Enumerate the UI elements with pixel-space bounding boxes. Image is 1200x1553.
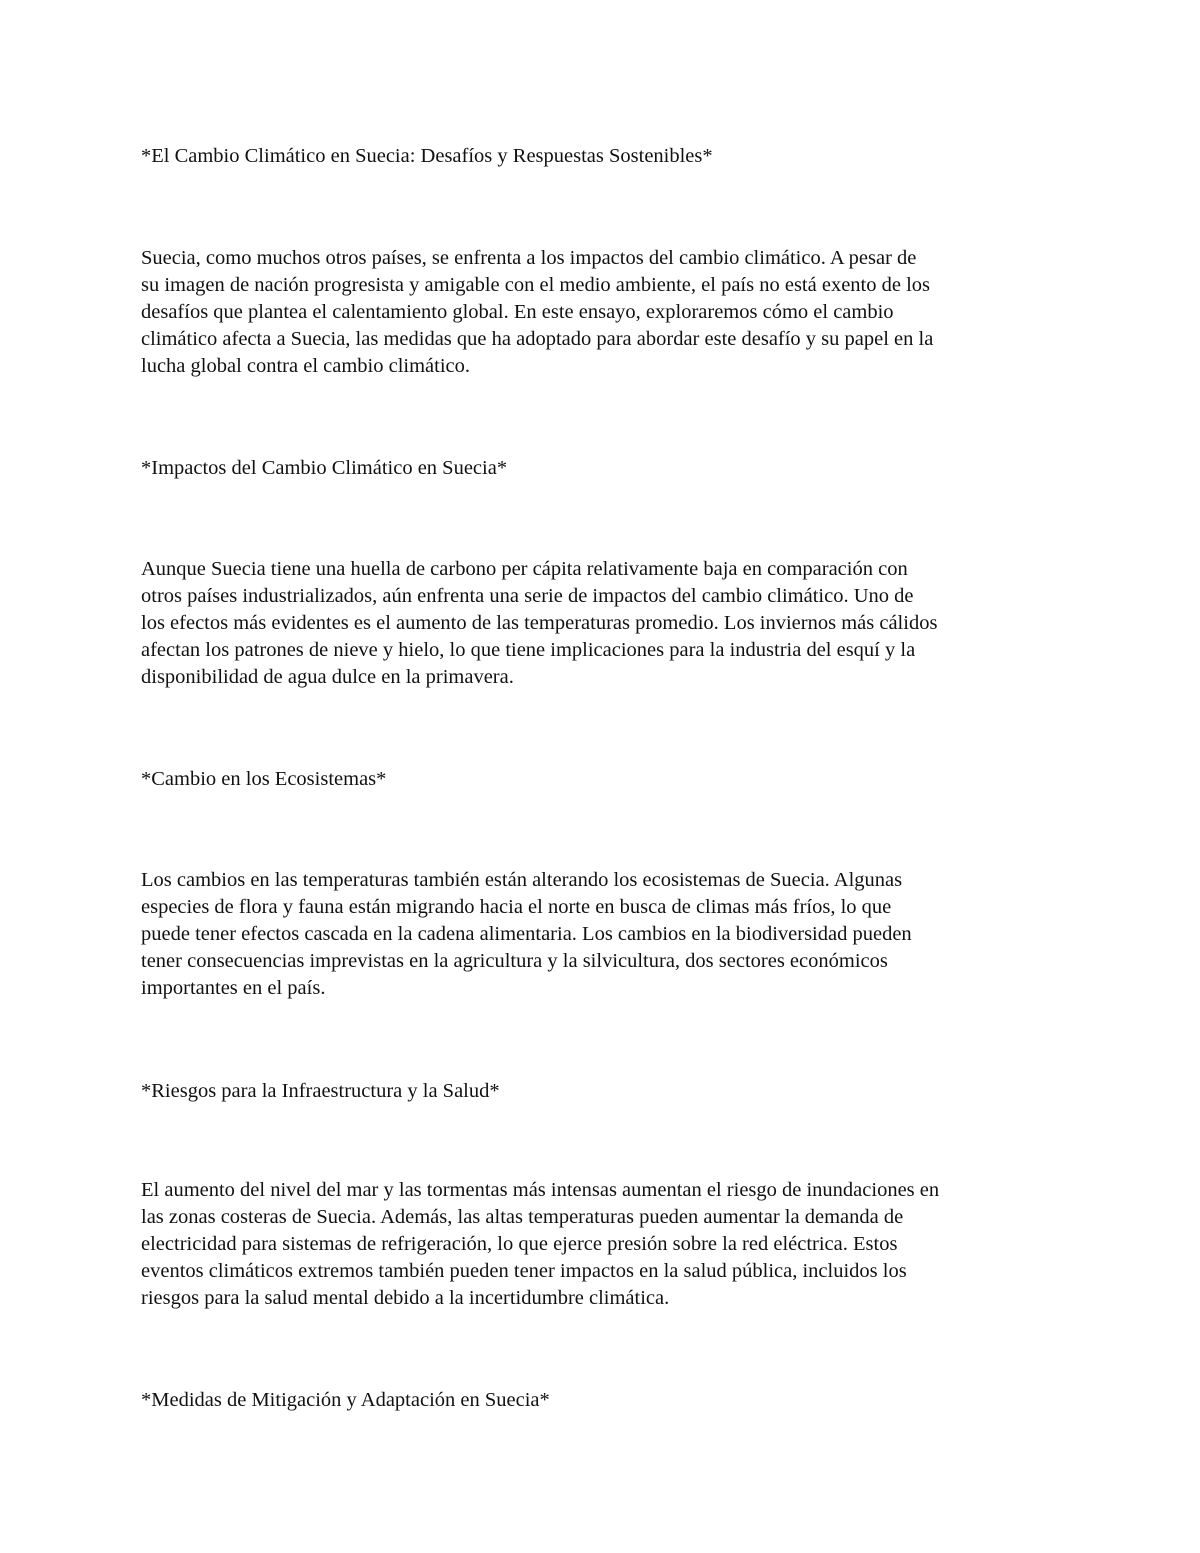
paragraph-line: afectan los patrones de nieve y hielo, lo que tiene implicaciones para la industria del esquí y la [141, 639, 916, 661]
paragraph-line: las zonas costeras de Suecia. Además, las altas temperaturas pueden aumentar la demanda de [141, 1206, 904, 1228]
paragraph-line: importantes en el país. [141, 977, 326, 999]
paragraph-line: los efectos más evidentes es el aumento de las temperaturas promedio. Los inviernos más cálidos [141, 612, 938, 634]
paragraph-line: eventos climáticos extremos también pueden tener impactos en la salud pública, incluidos los [141, 1260, 907, 1282]
intro-paragraph [141, 245, 1061, 380]
paragraph-line: su imagen de nación progresista y amigable con el medio ambiente, el país no está exento de los [141, 274, 931, 296]
section-paragraph-impacts [141, 556, 1061, 691]
paragraph-line: Los cambios en las temperaturas también están alterando los ecosistemas de Suecia. Algunas [141, 869, 903, 891]
section-paragraph-ecosystems [141, 867, 1061, 1002]
paragraph-line: riesgos para la salud mental debido a la incertidumbre climática. [141, 1287, 670, 1309]
paragraph-line: tener consecuencias imprevistas en la agricultura y la silvicultura, dos sectores económicos [141, 950, 888, 972]
paragraph-line: desafíos que plantea el calentamiento global. En este ensayo, exploraremos cómo el cambio [141, 301, 894, 323]
paragraph-line: electricidad para sistemas de refrigeración, lo que ejerce presión sobre la red eléctrica. Estos [141, 1233, 898, 1255]
section-heading-ecosystems: *Cambio en los Ecosistemas* [141, 768, 387, 790]
document-title: *El Cambio Climático en Suecia: Desafíos y Respuestas Sostenibles* [141, 145, 713, 167]
paragraph-line: lucha global contra el cambio climático. [141, 355, 471, 377]
section-heading-impacts: *Impactos del Cambio Climático en Suecia* [141, 457, 508, 479]
paragraph-line: especies de flora y fauna están migrando hacia el norte en busca de climas más fríos, lo que [141, 896, 892, 918]
paragraph-line: puede tener efectos cascada en la cadena alimentaria. Los cambios en la biodiversidad pueden [141, 923, 912, 945]
section-paragraph-risks [141, 1177, 1061, 1312]
section-heading-risks: *Riesgos para la Infraestructura y la Salud* [141, 1080, 500, 1102]
paragraph-line: Suecia, como muchos otros países, se enfrenta a los impactos del cambio climático. A pesar de [141, 247, 917, 269]
paragraph-line: Aunque Suecia tiene una huella de carbono per cápita relativamente baja en comparación con [141, 558, 908, 580]
paragraph-line: otros países industrializados, aún enfrenta una serie de impactos del cambio climático. Uno de [141, 585, 914, 607]
paragraph-line: climático afecta a Suecia, las medidas que ha adoptado para abordar este desafío y su papel en la [141, 328, 934, 350]
paragraph-line: El aumento del nivel del mar y las tormentas más intensas aumentan el riesgo de inundaciones en [141, 1179, 940, 1201]
paragraph-line: disponibilidad de agua dulce en la primavera. [141, 666, 514, 688]
section-heading-measures: *Medidas de Mitigación y Adaptación en Suecia* [141, 1389, 550, 1411]
